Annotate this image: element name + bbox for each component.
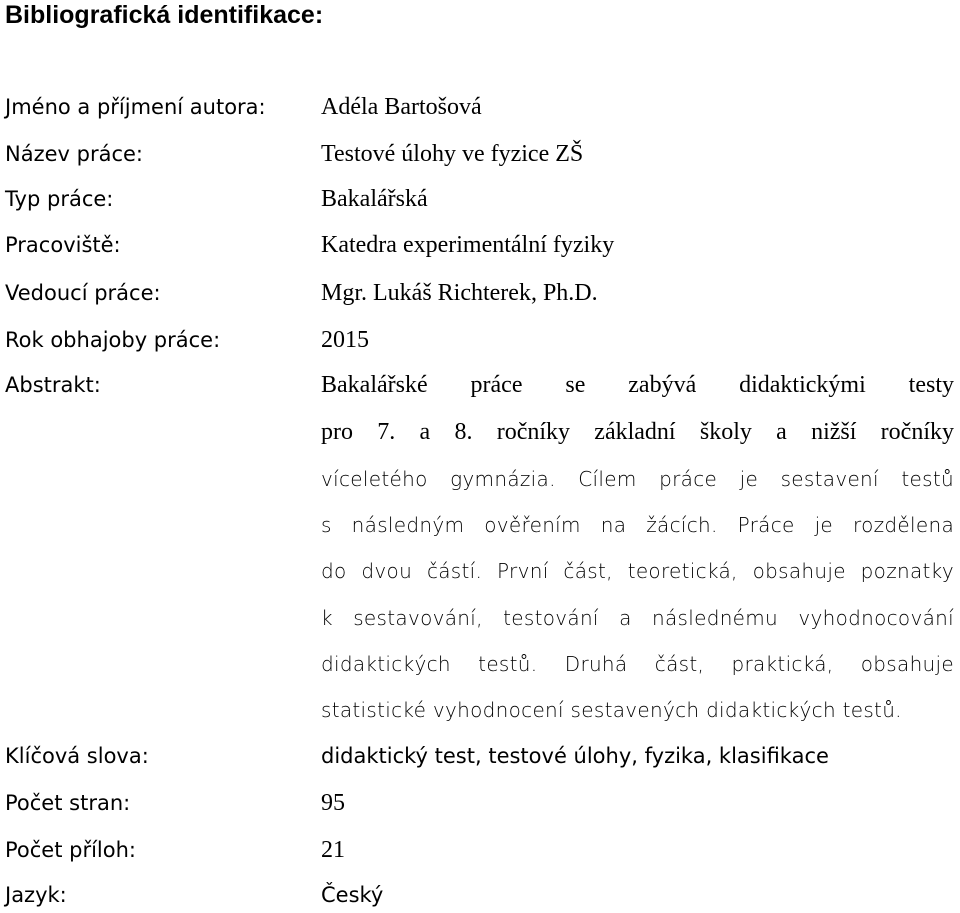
abstract-line: Bakalářské práce se zabývá didaktickými testy [321, 372, 954, 398]
pages-label: Počet stran: [5, 791, 131, 815]
defense-year-label: Rok obhajoby práce: [5, 328, 221, 352]
abstract-line: k sestavování, testování a následnému vyhodnocování [321, 606, 954, 630]
department-value: Katedra experimentální fyziky [321, 232, 615, 258]
author-label: Jméno a příjmení autora: [5, 95, 266, 119]
author-value: Adéla Bartošová [321, 94, 482, 120]
supervisor-value: Mgr. Lukáš Richterek, Ph.D. [321, 280, 598, 306]
abstract-line: s následným ověřením na žácích. Práce je rozdělena [321, 513, 954, 537]
pages-value: 95 [321, 790, 345, 816]
attachments-value: 21 [321, 837, 345, 863]
attachments-label: Počet příloh: [5, 838, 137, 862]
abstract-line: víceletého gymnázia. Cílem práce je sestavení testů [321, 467, 954, 491]
page-heading: Bibliografická identifikace: [5, 1, 324, 29]
language-label: Jazyk: [5, 883, 67, 907]
type-value: Bakalářská [321, 186, 428, 212]
language-value: Český [321, 883, 384, 907]
abstract-label: Abstrakt: [5, 373, 101, 397]
defense-year-value: 2015 [321, 327, 369, 353]
abstract-line: pro 7. a 8. ročníky základní školy a nižší ročníky [321, 419, 954, 445]
abstract-line: statistické vyhodnocení sestavených didaktických testů. [321, 698, 902, 722]
title-label: Název práce: [5, 142, 143, 166]
supervisor-label: Vedoucí práce: [5, 281, 161, 305]
type-label: Typ práce: [5, 187, 114, 211]
department-label: Pracoviště: [5, 233, 121, 257]
abstract-line: do dvou částí. První část, teoretická, obsahuje poznatky [321, 559, 954, 583]
title-value: Testové úlohy ve fyzice ZŠ [321, 141, 584, 167]
keywords-value: didaktický test, testové úlohy, fyzika, klasifikace [321, 744, 829, 768]
keywords-label: Klíčová slova: [5, 744, 149, 768]
abstract-line: didaktických testů. Druhá část, praktická, obsahuje [321, 652, 954, 676]
